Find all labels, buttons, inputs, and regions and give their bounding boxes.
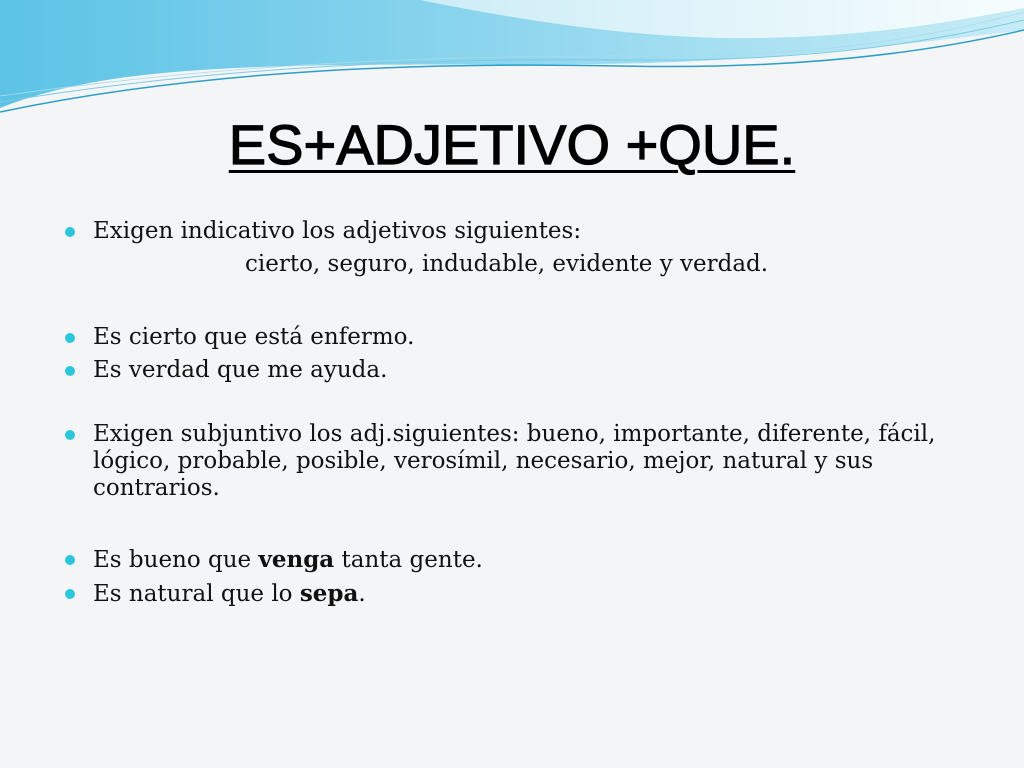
bullet-dot-icon xyxy=(65,366,75,376)
bullet-example-4 xyxy=(62,580,962,608)
spacer xyxy=(62,278,962,324)
bullet-indicative-intro xyxy=(62,218,962,245)
bullet-dot-icon xyxy=(65,333,75,343)
bullet-text: Exigen indicativo los adjetivos siguientes: xyxy=(93,218,582,244)
indicative-adjective-list: cierto, seguro, indudable, evidente y verdad. xyxy=(245,251,769,277)
bullet-text-pre: Es natural que lo xyxy=(93,581,300,607)
bullet-example-3 xyxy=(62,546,962,574)
spacer xyxy=(62,384,962,421)
bullet-dot-icon xyxy=(65,555,75,565)
bullet-text-pre: Es bueno que xyxy=(93,547,259,573)
bullet-text: Es cierto que está enfermo. xyxy=(93,324,415,350)
bullet-text-bold: sepa xyxy=(299,580,359,607)
bullet-text-post: . xyxy=(358,581,366,607)
bullet-dot-icon xyxy=(65,430,75,440)
bullet-text: Exigen subjuntivo los adj.siguientes: bueno, importante, diferente, fácil, lógico, probable, posible, verosímil, necesario, mejor, natural y sus contrarios. xyxy=(93,421,936,501)
header-wave-decoration xyxy=(0,0,1024,120)
bullet-example-2 xyxy=(62,357,962,384)
bullet-text: Es verdad que me ayuda. xyxy=(93,357,388,383)
bullet-text-bold: venga xyxy=(258,546,335,573)
bullet-dot-icon xyxy=(65,589,75,599)
bullet-subjunctive-intro xyxy=(62,421,962,502)
bullet-example-1 xyxy=(62,324,962,351)
slide-title: ES+ADJETIVO +QUE. xyxy=(228,113,796,176)
bullet-text-post: tanta gente. xyxy=(334,547,483,573)
slide-content xyxy=(62,218,962,608)
bullet-dot-icon xyxy=(65,227,75,237)
spacer xyxy=(62,502,962,546)
